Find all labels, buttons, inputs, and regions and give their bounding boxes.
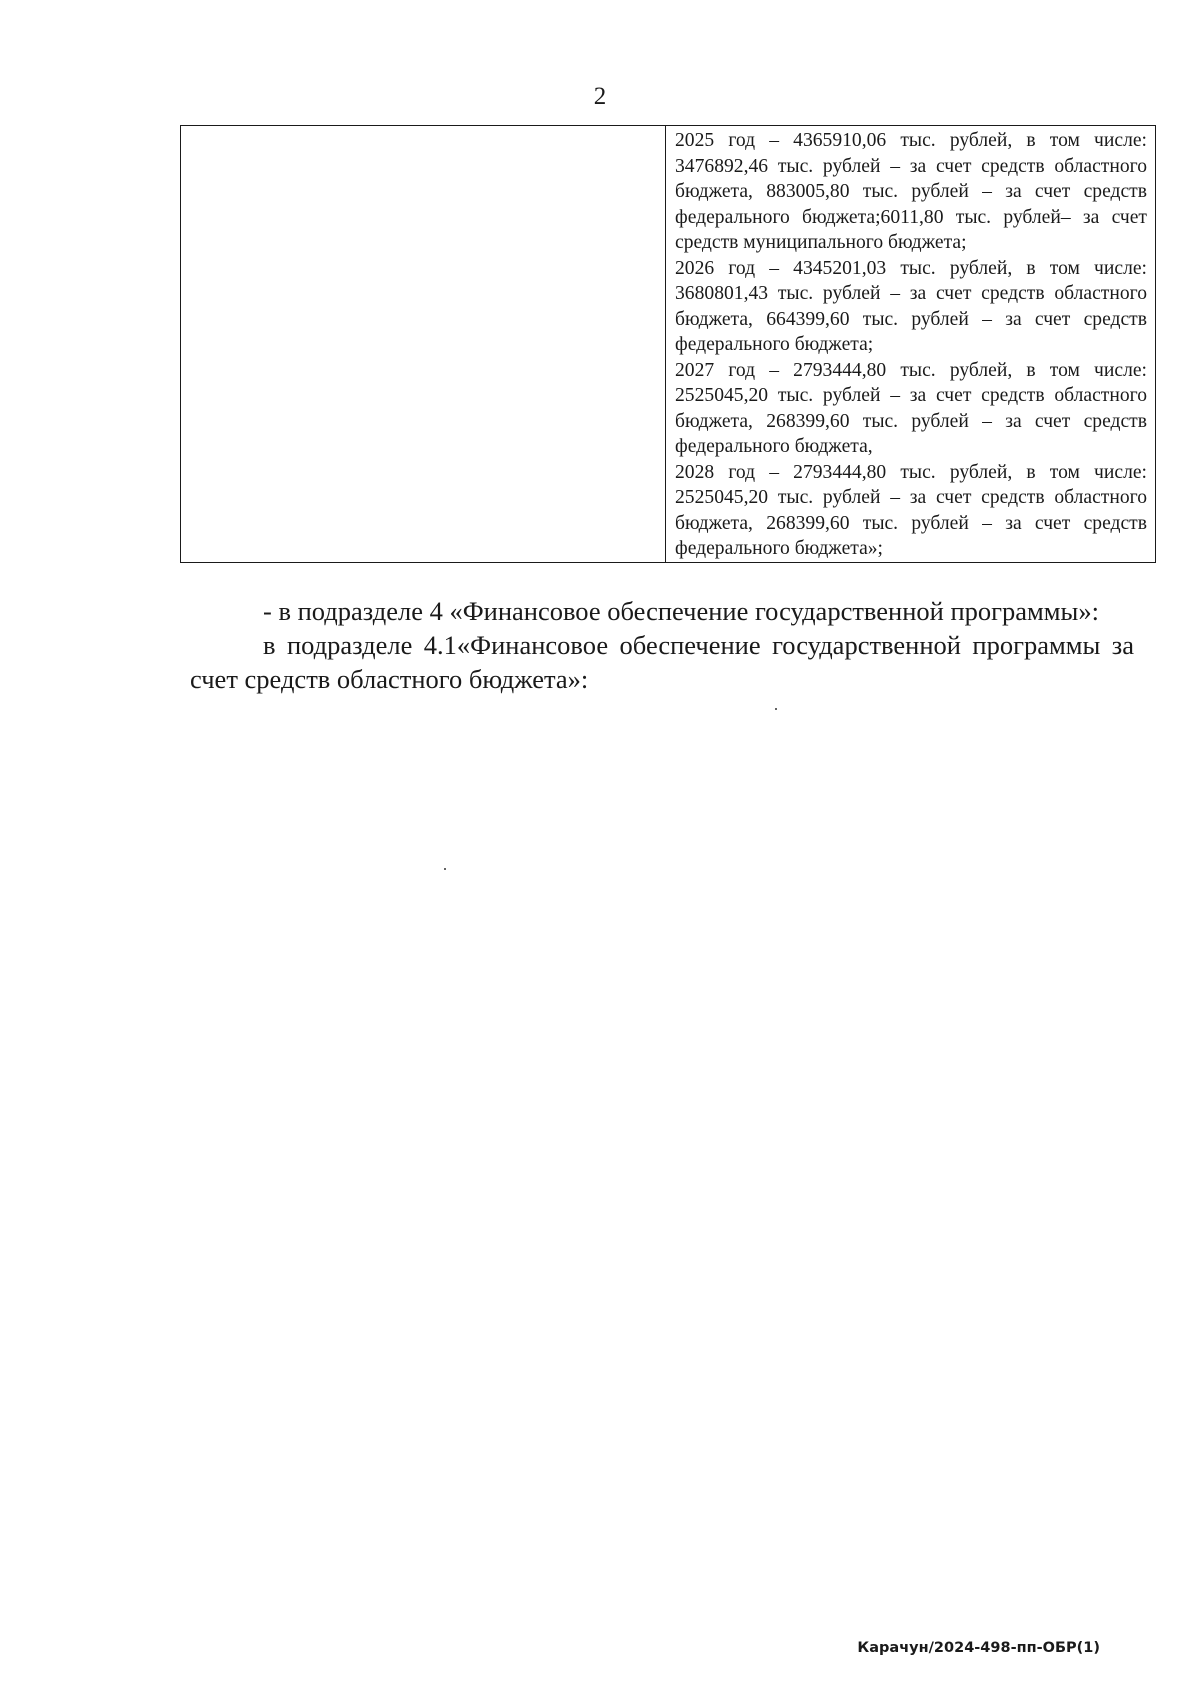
- table-cell-empty: [181, 126, 666, 563]
- scan-speck: [444, 868, 446, 870]
- funding-2025: 2025 год – 4365910,06 тыс. рублей, в том числе: 3476892,46 тыс. рублей – за счет средств областного бюджета, 883005,80 тыс. рублей – за счет средств федерального бюджета;6011,80 тыс. рублей– за счет средств муниципального бюджета;: [675, 130, 1147, 253]
- funding-2028: 2028 год – 2793444,80 тыс. рублей, в том числе: 2525045,20 тыс. рублей – за счет средств областного бюджета, 268399,60 тыс. рублей – за счет средств федерального бюджета»;: [675, 461, 1147, 559]
- amendment-paragraph-1: - в подразделе 4 «Финансовое обеспечение государственной программы»:: [263, 596, 1099, 626]
- funding-table: [180, 125, 1156, 563]
- amendment-paragraph-2: в подразделе 4.1«Финансовое обеспечение государственной программы за счет средств областного бюджета»:: [190, 630, 1134, 694]
- funding-2027: 2027 год – 2793444,80 тыс. рублей, в том числе: 2525045,20 тыс. рублей – за счет средств областного бюджета, 268399,60 тыс. рублей – за счет средств федерального бюджета,: [675, 359, 1147, 457]
- table-cell-funding: [666, 126, 1156, 563]
- scan-speck: [775, 708, 777, 710]
- funding-2026: 2026 год – 4345201,03 тыс. рублей, в том числе: 3680801,43 тыс. рублей – за счет средств областного бюджета, 664399,60 тыс. рублей – за счет средств федерального бюджета;: [675, 257, 1147, 355]
- body-text: [190, 594, 1134, 696]
- page-number: 2: [593, 83, 607, 110]
- table-row: [181, 126, 1156, 563]
- document-reference: Карачун/2024-498-пп-ОБР(1): [857, 1640, 1100, 1656]
